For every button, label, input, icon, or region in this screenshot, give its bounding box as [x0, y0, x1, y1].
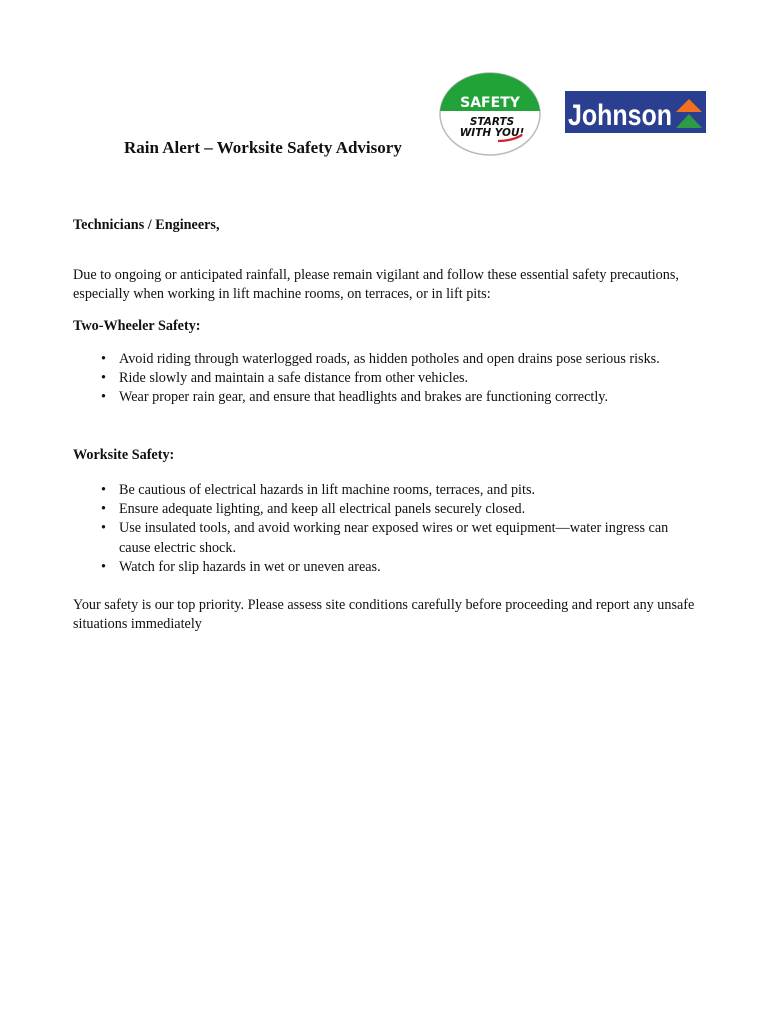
bullet-icon: • — [101, 370, 106, 387]
list-item-text: Ensure adequate lighting, and keep all electrical panels securely closed. — [119, 501, 526, 518]
list-item — [73, 481, 703, 500]
bullet-icon: • — [101, 501, 106, 518]
closing-paragraph: Your safety is our top priority. Please assess site conditions carefully before proceeding and report any unsafe situations immediately — [73, 597, 695, 632]
safety-logo-top-text: SAFETY — [460, 95, 520, 111]
bullet-icon: • — [101, 351, 106, 367]
list-item — [73, 519, 703, 557]
list-item-text: Avoid riding through waterlogged roads, as hidden potholes and open drains pose serious risks. — [119, 351, 660, 367]
safety-logo-line1: STARTS — [469, 116, 515, 128]
document-title: Rain Alert – Worksite Safety Advisory — [124, 138, 402, 157]
list-item — [73, 388, 703, 407]
greeting: Technicians / Engineers, — [73, 217, 220, 233]
two-wheeler-safety-list — [73, 350, 703, 408]
section-heading-two-wheeler: Two-Wheeler Safety: — [73, 318, 201, 334]
list-item — [73, 350, 703, 369]
list-item-text: Use insulated tools, and avoid working near exposed wires or wet equipment—water ingress can cause electric shock. — [119, 520, 669, 556]
list-item-text: Ride slowly and maintain a safe distance from other vehicles. — [119, 370, 469, 387]
section-heading-worksite: Worksite Safety: — [73, 447, 175, 463]
worksite-safety-list — [73, 481, 703, 577]
list-item-text: Watch for slip hazards in wet or uneven areas. — [119, 558, 381, 575]
johnson-logo — [565, 91, 706, 133]
safety-logo-line2: WITH YOU! — [459, 127, 525, 139]
list-item — [73, 369, 703, 388]
safety-starts-with-you-logo — [438, 71, 542, 157]
bullet-icon: • — [101, 482, 106, 498]
list-item-text: Wear proper rain gear, and ensure that headlights and brakes are functioning correctly. — [119, 389, 608, 406]
bullet-icon: • — [101, 520, 106, 537]
johnson-logo-text: Johnson — [568, 99, 672, 132]
list-item-text: Be cautious of electrical hazards in lift machine rooms, terraces, and pits. — [119, 482, 536, 498]
list-item — [73, 558, 703, 577]
bullet-icon: • — [101, 558, 106, 575]
intro-paragraph: Due to ongoing or anticipated rainfall, please remain vigilant and follow these essential safety precautions, especially when working in lift machine rooms, on terraces, or in lift pits: — [73, 267, 679, 302]
list-item — [73, 500, 703, 519]
bullet-icon: • — [101, 389, 106, 406]
